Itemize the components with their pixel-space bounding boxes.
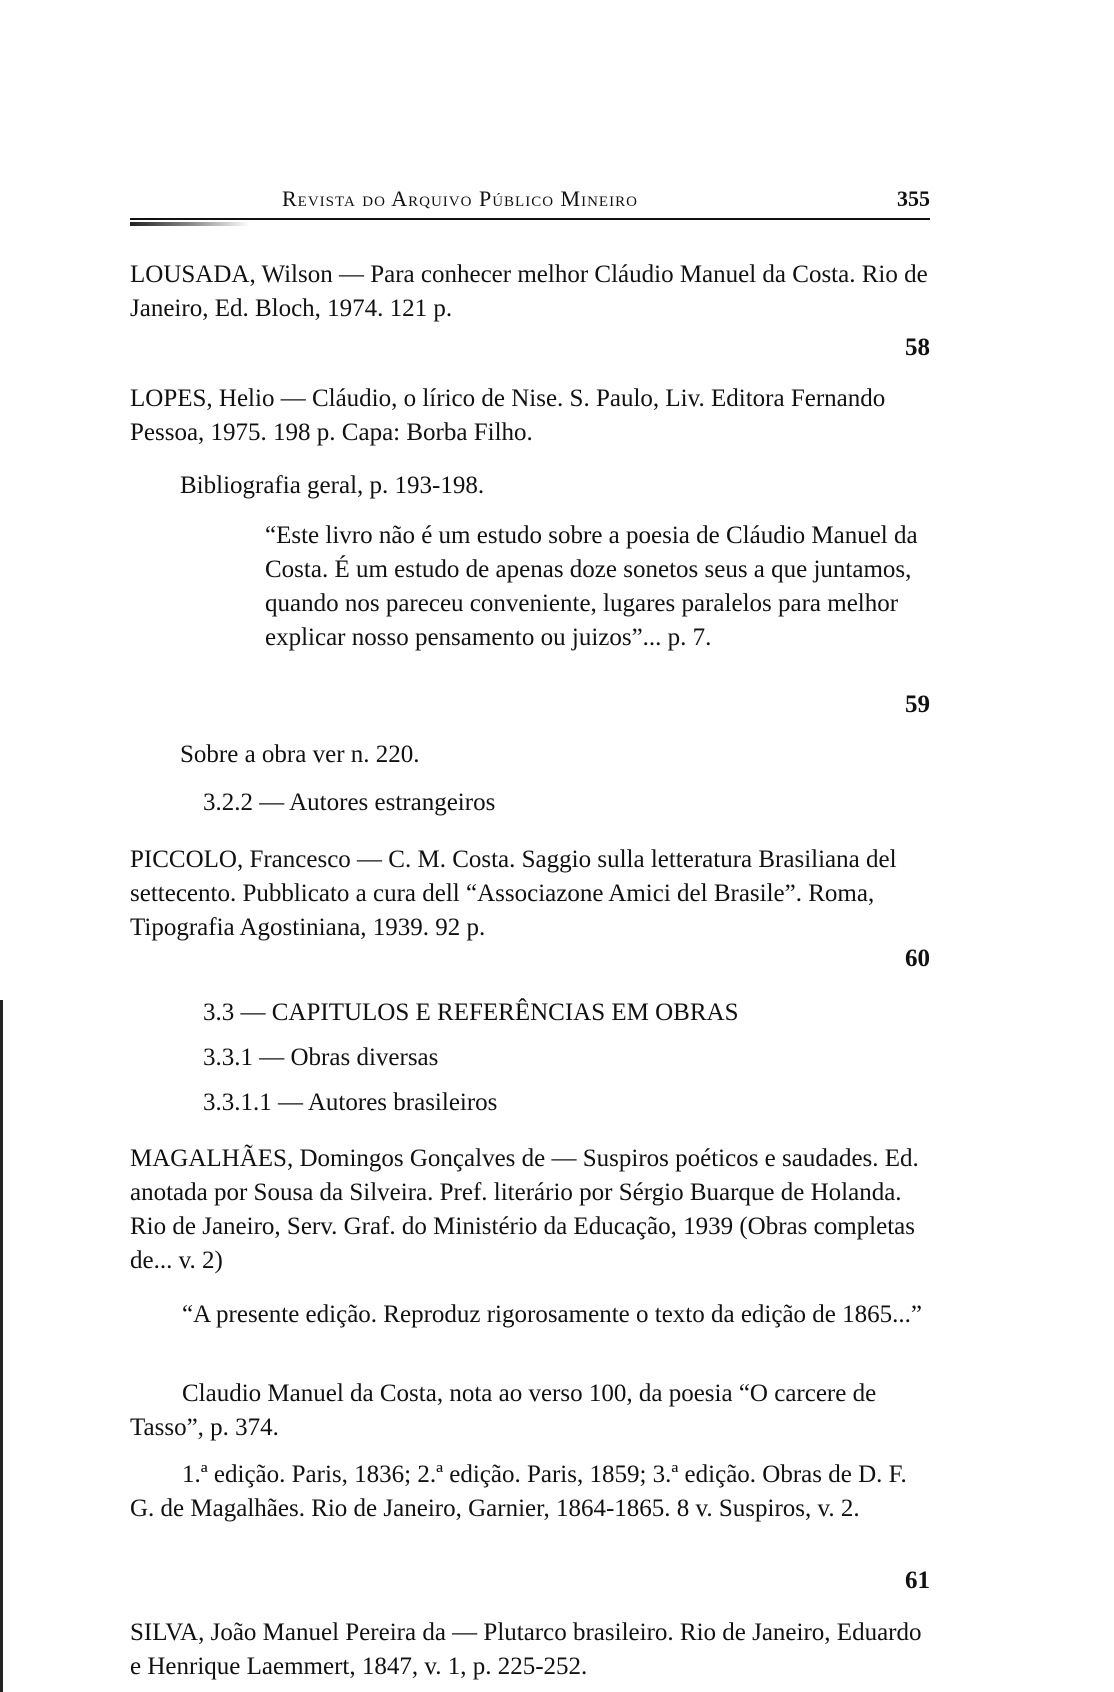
entry-lopes: LOPES, Helio — Cláudio, o lírico de Nise. S. Paulo, Liv. Editora Fernando Pessoa, 1975. 198 p. Capa: Borba Filho. — [130, 385, 886, 446]
entry-lopes-bibliography: Bibliografia geral, p. 193-198. — [180, 472, 485, 499]
header-rule — [130, 218, 930, 220]
running-header — [130, 186, 930, 216]
entry-number-61: 61 — [905, 1567, 930, 1594]
entry-piccolo: PICCOLO, Francesco — C. M. Costa. Saggio sulla letteratura Brasiliana del settecento. Pubblicato a cura dell “Associazone Amici del Brasile”. Roma, Tipografia Agostiniana, 1939. 92 p. — [130, 846, 897, 941]
entry-number-60: 60 — [905, 945, 930, 972]
entry-magalhaes-quote: “A presente edição. Reproduz rigorosamente o texto da edição de 1865...” — [182, 1301, 923, 1328]
heading-3-3-1-1: 3.3.1.1 — Autores brasileiros — [203, 1089, 498, 1116]
entry-lopes-note: Sobre a obra ver n. 220. — [180, 741, 420, 768]
scan-edge — [0, 1000, 3, 1692]
entry-silva: SILVA, João Manuel Pereira da — Plutarco brasileiro. Rio de Janeiro, Eduardo e Henrique Laemmert, 1847, v. 1, p. 225-252. — [130, 1619, 922, 1680]
page-number: 355 — [897, 186, 930, 211]
journal-title: Revista do Arquivo Público Mineiro — [282, 186, 638, 211]
entry-number-58: 58 — [905, 334, 930, 361]
heading-3-3: 3.3 — CAPITULOS E REFERÊNCIAS EM OBRAS — [203, 999, 739, 1026]
heading-3-2-2: 3.2.2 — Autores estrangeiros — [203, 789, 496, 816]
entry-magalhaes: MAGALHÃES, Domingos Gonçalves de — Suspiros poéticos e saudades. Ed. anotada por Sousa da Silveira. Pref. literário por Sérgio Buarque de Holanda. Rio de Janeiro, Serv. Graf. do Ministério da Educação, 1939 (Obras completas de... v. 2) — [130, 1145, 919, 1274]
entry-lousada: LOUSADA, Wilson — Para conhecer melhor Cláudio Manuel da Costa. Rio de Janeiro, Ed. Bloch, 1974. 121 p. — [130, 261, 928, 322]
heading-3-3-1: 3.3.1 — Obras diversas — [203, 1044, 439, 1071]
entry-magalhaes-note: Claudio Manuel da Costa, nota ao verso 100, da poesia “O carcere de Tasso”, p. 374. — [130, 1380, 877, 1441]
scan-smudge — [130, 222, 250, 226]
entry-magalhaes-editions: 1.ª edição. Paris, 1836; 2.ª edição. Paris, 1859; 3.ª edição. Obras de D. F. G. de Magalhães. Rio de Janeiro, Garnier, 1864-1865. 8 v. Suspiros, v. 2. — [130, 1461, 907, 1522]
entry-number-59: 59 — [905, 691, 930, 718]
entry-lopes-quote: “Este livro não é um estudo sobre a poesia de Cláudio Manuel da Costa. É um estudo de apenas doze sonetos seus a que juntamos, quando nos pareceu conveniente, lugares paralelos para melhor explicar nosso pensamento ou juizos”... p. 7. — [265, 522, 918, 651]
